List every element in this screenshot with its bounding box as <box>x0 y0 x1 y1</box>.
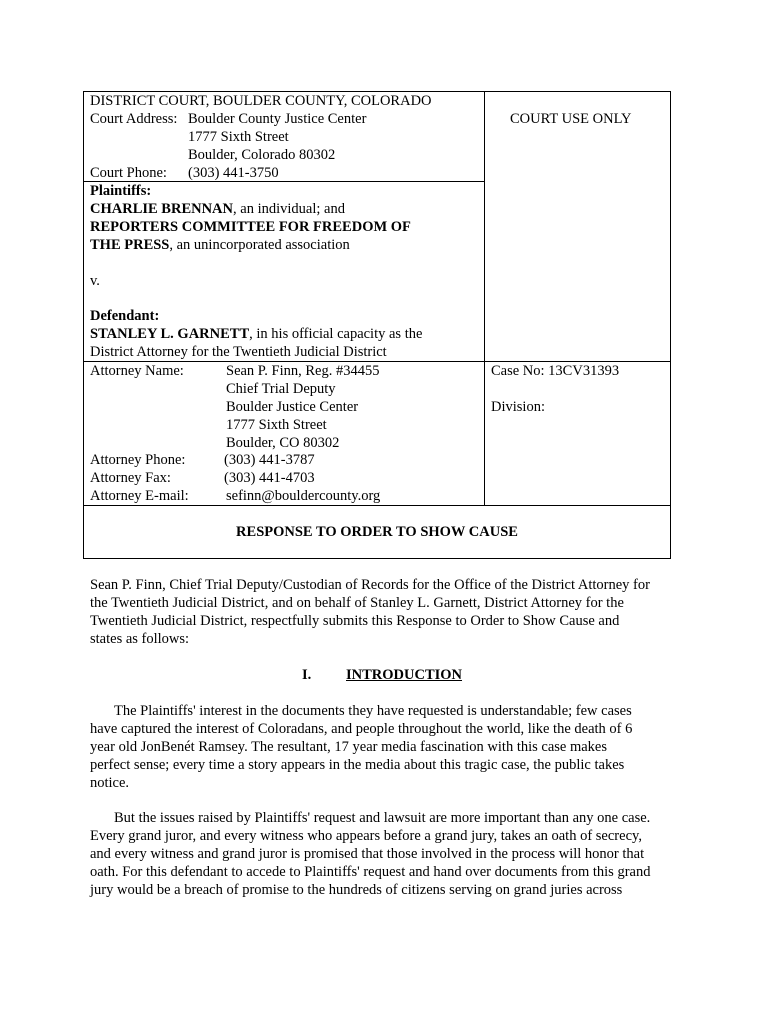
section-title: INTRODUCTION <box>346 667 463 683</box>
attorney-phone: (303) 441-3787 <box>224 452 315 468</box>
court-phone-label: Court Phone: <box>90 165 167 181</box>
paragraph-line: year old JonBenét Ramsey. The resultant, 17 year media fascination with this case makes <box>90 739 608 755</box>
plaintiff-2 <box>90 236 350 254</box>
document-title: RESPONSE TO ORDER TO SHOW CAUSE <box>236 524 518 540</box>
court-address-label: Court Address: <box>90 111 178 127</box>
court-address-line3: Boulder, Colorado 80302 <box>188 147 336 163</box>
section-number: I. <box>302 667 312 683</box>
plaintiff-2-desc: , an unincorporated association <box>169 237 350 253</box>
paragraph-line: Every grand juror, and every witness who appears before a grand jury, takes an oath of secrecy, <box>90 828 642 844</box>
intro-line: Sean P. Finn, Chief Trial Deputy/Custodian of Records for the Office of the District Attorney for <box>90 577 650 593</box>
paragraph-line: But the issues raised by Plaintiffs' request and lawsuit are more important than any one case. <box>114 810 651 826</box>
paragraph-line: oath. For this defendant to accede to Plaintiffs' request and hand over documents from this grand <box>90 864 651 880</box>
plaintiff-1 <box>90 200 345 218</box>
plaintiff-2-name-line1: REPORTERS COMMITTEE FOR FREEDOM OF <box>90 219 411 235</box>
attorney-title: Chief Trial Deputy <box>226 381 336 397</box>
paragraph-line: have captured the interest of Coloradans, and people throughout the world, like the death of 6 <box>90 721 633 737</box>
attorney-city: Boulder, CO 80302 <box>226 435 340 451</box>
attorney-street: 1777 Sixth Street <box>226 417 327 433</box>
paragraph-line: notice. <box>90 775 130 791</box>
caption-divider-title <box>83 505 671 506</box>
defendant-name: STANLEY L. GARNETT <box>90 326 250 342</box>
caption-border-right <box>670 91 671 559</box>
caption-border-left <box>83 91 84 559</box>
attorney-name-label: Attorney Name: <box>90 363 184 379</box>
defendant-desc-line2: District Attorney for the Twentieth Judicial District <box>90 344 387 360</box>
court-phone: (303) 441-3750 <box>188 165 279 181</box>
attorney-name: Sean P. Finn, Reg. #34455 <box>226 363 380 379</box>
paragraph-line: jury would be a breach of promise to the hundreds of citizens serving on grand juries across <box>90 882 623 898</box>
versus: v. <box>90 273 100 289</box>
plaintiff-2-name-line2: THE PRESS <box>90 237 170 253</box>
intro-line: Twentieth Judicial District, respectfully submits this Response to Order to Show Cause and <box>90 613 620 629</box>
caption-column-divider <box>484 91 485 505</box>
paragraph-line: The Plaintiffs' interest in the documents they have requested is understandable; few cases <box>114 703 632 719</box>
intro-line: the Twentieth Judicial District, and on behalf of Stanley L. Garnett, District Attorney for the <box>90 595 624 611</box>
intro-line: states as follows: <box>90 631 190 647</box>
defendant-desc-line1: , in his official capacity as the <box>249 326 423 342</box>
division: Division: <box>491 399 545 415</box>
attorney-fax: (303) 441-4703 <box>224 470 315 486</box>
court-address-line2: 1777 Sixth Street <box>188 129 289 145</box>
case-number: Case No: 13CV31393 <box>491 363 620 379</box>
paragraph-1 <box>90 702 680 792</box>
caption-border-bottom <box>83 558 671 559</box>
attorney-fax-label: Attorney Fax: <box>90 470 171 486</box>
attorney-phone-label: Attorney Phone: <box>90 452 186 468</box>
plaintiffs-label: Plaintiffs: <box>90 183 152 199</box>
paragraph-line: perfect sense; every time a story appears in the media about this tragic case, the public takes <box>90 757 625 773</box>
defendant <box>90 325 422 343</box>
paragraph-line: and every witness and grand juror is promised that those involved in the process will honor that <box>90 846 645 862</box>
court-use-only: COURT USE ONLY <box>510 111 632 127</box>
defendant-label: Defendant: <box>90 308 160 324</box>
paragraph-2 <box>90 809 680 899</box>
court-name: DISTRICT COURT, BOULDER COUNTY, COLORADO <box>90 93 432 109</box>
attorney-email: sefinn@bouldercounty.org <box>226 488 381 504</box>
attorney-office: Boulder Justice Center <box>226 399 359 415</box>
attorney-email-label: Attorney E-mail: <box>90 488 189 504</box>
intro-paragraph <box>90 576 680 648</box>
plaintiff-1-desc: , an individual; and <box>233 201 345 217</box>
plaintiff-1-name: CHARLIE BRENNAN <box>90 201 234 217</box>
court-address-line1: Boulder County Justice Center <box>188 111 367 127</box>
